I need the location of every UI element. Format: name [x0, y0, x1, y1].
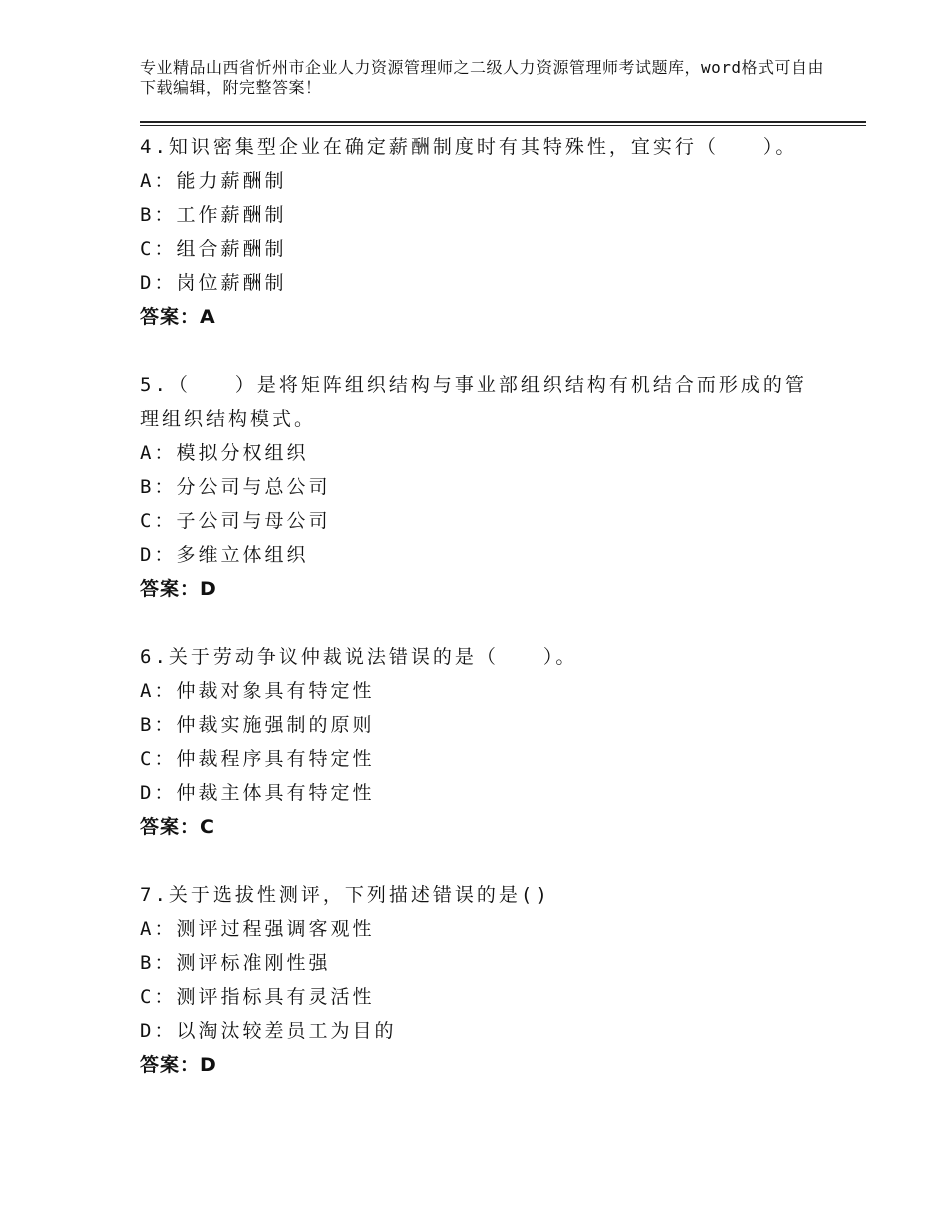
question-4 [140, 130, 840, 334]
option-b: B：测评标准刚性强 [140, 952, 331, 974]
question-stem: 6.关于劳动争议仲裁说法错误的是（ ）。 [140, 646, 578, 668]
header-rule-thin [140, 125, 866, 126]
option-d: D：岗位薪酬制 [140, 272, 287, 294]
question-stem: 5.（ ）是将矩阵组织结构与事业部组织结构有机结合而形成的管 [140, 374, 807, 396]
question-list [140, 130, 840, 1116]
question-5 [140, 368, 840, 606]
option-a: A：仲裁对象具有特定性 [140, 680, 375, 702]
option-a: A：测评过程强调客观性 [140, 918, 375, 940]
document-header: 专业精品山西省忻州市企业人力资源管理师之二级人力资源管理师考试题库，word格式可自由下载编辑，附完整答案！ [140, 58, 825, 97]
option-a: A：能力薪酬制 [140, 170, 287, 192]
question-stem: 7.关于选拔性测评，下列描述错误的是() [140, 884, 550, 906]
option-c: C：子公司与母公司 [140, 510, 331, 532]
option-d: D：多维立体组织 [140, 544, 309, 566]
answer: 答案：D [140, 1054, 217, 1076]
question-6 [140, 640, 840, 844]
option-b: B：仲裁实施强制的原则 [140, 714, 375, 736]
option-c: C：测评指标具有灵活性 [140, 986, 375, 1008]
answer: 答案：C [140, 816, 215, 838]
question-7 [140, 878, 840, 1082]
answer: 答案：A [140, 306, 216, 328]
header-rule-thick [140, 121, 866, 123]
option-d: D：仲裁主体具有特定性 [140, 782, 375, 804]
answer: 答案：D [140, 578, 217, 600]
option-a: A：模拟分权组织 [140, 442, 309, 464]
question-stem: 4.知识密集型企业在确定薪酬制度时有其特殊性，宜实行（ ）。 [140, 136, 798, 158]
option-b: B：分公司与总公司 [140, 476, 331, 498]
option-c: C：组合薪酬制 [140, 238, 287, 260]
option-c: C：仲裁程序具有特定性 [140, 748, 375, 770]
question-stem-continued: 理组织结构模式。 [140, 408, 317, 430]
option-d: D：以淘汰较差员工为目的 [140, 1020, 397, 1042]
option-b: B：工作薪酬制 [140, 204, 287, 226]
